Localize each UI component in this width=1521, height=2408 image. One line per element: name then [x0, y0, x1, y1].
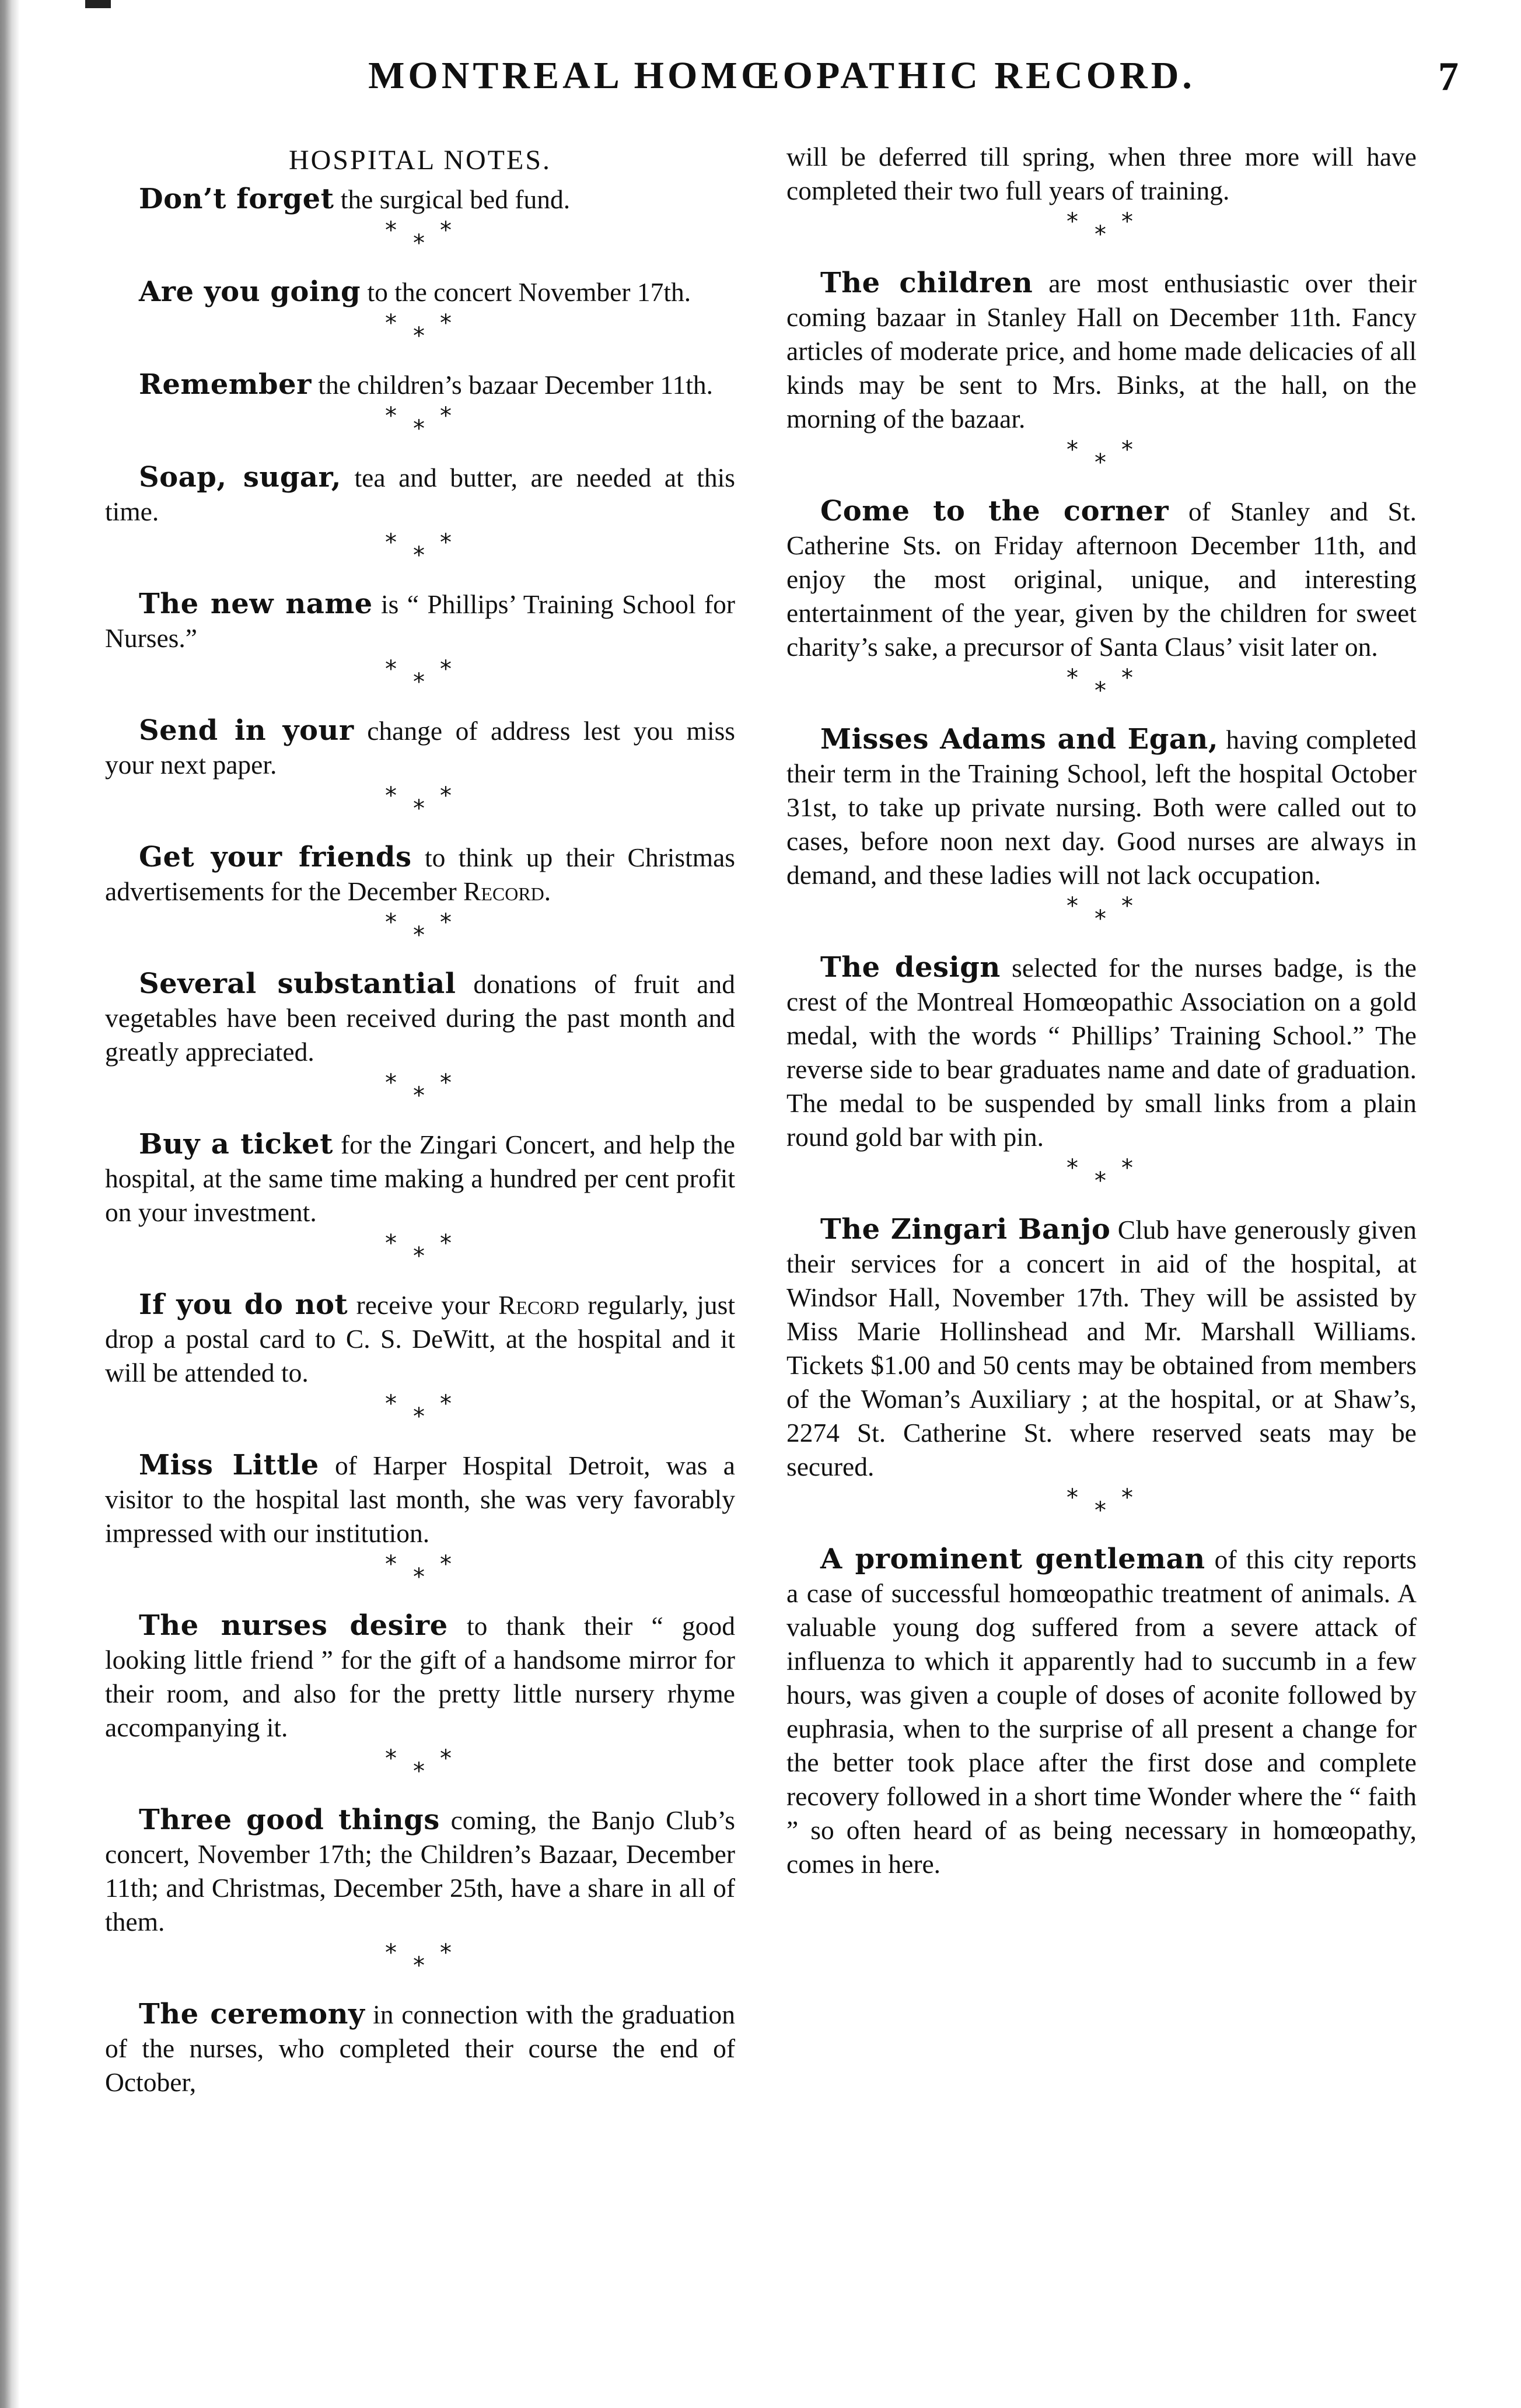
- item-text: to think up their Christmas advertisements for the December: [105, 843, 735, 906]
- item-lead: The design: [820, 951, 1001, 984]
- asterisk-glyph: *: [440, 782, 452, 809]
- item-text: of Harper Hospital Detroit, was a visitor to the hospital last month, she was very favorably impressed with our institution.: [105, 1451, 735, 1548]
- asterisk-glyph: *: [440, 1745, 452, 1772]
- item-text-continued: .: [544, 876, 551, 906]
- asterisk-glyph: *: [1121, 665, 1133, 691]
- news-item-paragraph: [105, 967, 735, 1069]
- news-item-paragraph: [786, 1212, 1417, 1484]
- item-lead: Buy a ticket: [139, 1128, 333, 1161]
- item-lead: Miss Little: [139, 1449, 319, 1481]
- news-item-paragraph: [786, 1542, 1417, 1881]
- asterisk-glyph: *: [413, 1403, 425, 1430]
- item-text: will be deferred till spring, when three more will have completed their two full years of training.: [786, 142, 1417, 205]
- news-item-paragraph: [105, 1609, 735, 1745]
- news-item-paragraph: [105, 1803, 735, 1939]
- asterisk-glyph: *: [440, 1551, 452, 1578]
- asterism-divider: [105, 1551, 735, 1591]
- page-number: 7: [1438, 54, 1459, 99]
- asterisk-glyph: *: [413, 1243, 425, 1270]
- news-item-paragraph: [105, 1127, 735, 1229]
- item-smallcaps: Record: [463, 876, 544, 906]
- asterisk-glyph: *: [413, 230, 425, 257]
- item-text: tea and butter, are needed at this time.: [105, 463, 736, 526]
- item-lead: Don’t forget: [139, 183, 334, 215]
- page-header: [105, 54, 1459, 106]
- news-item-paragraph: [105, 368, 735, 402]
- item-text: of this city reports a case of successful homœopathic treatment of animals. A valuable young dog suffered from a severe attack of influenza to which it apparently had to succumb in a few hours, was given a couple of doses of aconite followed by euphrasia, when to the surprise of all present a change for the better took place after the first dose and complete recovery followed in a short time Wonder where the “ faith ” so often heard of as being necessary in homœopathy, comes in here.: [786, 1544, 1417, 1879]
- item-lead: A prominent gentleman: [820, 1543, 1205, 1575]
- news-item-paragraph: [105, 1997, 735, 2099]
- asterisk-glyph: *: [1121, 1155, 1133, 1182]
- asterisk-glyph: *: [1121, 893, 1133, 920]
- asterisk-glyph: *: [413, 922, 425, 949]
- asterisk-glyph: *: [413, 1082, 425, 1109]
- item-lead: Come to the corner: [820, 495, 1169, 527]
- item-text: of Stanley and St. Catherine Sts. on Friday afternoon December 11th, and enjoy the most original, unique, and interesting entertainment of the year, given by the children for sweet charity’s sake, a precursor of Santa Claus’ visit later on.: [786, 497, 1417, 662]
- news-item: [786, 266, 1417, 436]
- news-item: [105, 460, 735, 529]
- news-item-paragraph: [105, 714, 735, 782]
- item-lead: The Zingari Banjo: [820, 1213, 1111, 1246]
- news-item: [786, 722, 1417, 892]
- item-lead: Several substantial: [139, 967, 456, 1000]
- item-lead: Get your friends: [139, 841, 412, 873]
- journal-title: MONTREAL HOMŒOPATHIC RECORD.: [368, 54, 1195, 97]
- asterism-divider: [105, 310, 735, 350]
- asterisk-glyph: *: [440, 1939, 452, 1966]
- item-lead: Three good things: [139, 1804, 440, 1836]
- asterisk-glyph: *: [385, 909, 397, 936]
- asterisk-glyph: *: [385, 310, 397, 337]
- news-item: [105, 368, 735, 402]
- asterisk-glyph: *: [385, 782, 397, 809]
- asterisk-glyph: *: [385, 403, 397, 429]
- item-text: receive your: [348, 1290, 499, 1320]
- scan-edge-shadow: [0, 0, 20, 2408]
- item-text: for the Zingari Concert, and help the hospital, at the same time making a hundred per cent profit on your investment.: [105, 1130, 736, 1227]
- asterisk-glyph: *: [1121, 208, 1133, 235]
- news-item: [786, 140, 1417, 208]
- asterisk-glyph: *: [1067, 1155, 1078, 1182]
- asterisk-glyph: *: [1095, 449, 1106, 476]
- asterisk-glyph: *: [1067, 208, 1078, 235]
- asterisk-glyph: *: [385, 1230, 397, 1257]
- item-lead: Are you going: [139, 275, 361, 308]
- asterisk-glyph: *: [1067, 436, 1078, 463]
- asterisk-glyph: *: [1121, 1484, 1133, 1511]
- asterisk-glyph: *: [1121, 436, 1133, 463]
- item-lead: If you do not: [139, 1288, 348, 1321]
- item-lead: Send in your: [139, 714, 354, 747]
- asterism-divider: [105, 217, 735, 257]
- item-text: is “ Phillips’ Training School for Nurses.”: [105, 589, 736, 653]
- asterism-divider: [105, 1939, 735, 1979]
- asterisk-glyph: *: [1095, 1168, 1106, 1194]
- asterism-divider: [786, 208, 1417, 248]
- item-text: to the concert November 17th.: [361, 277, 691, 307]
- asterisk-glyph: *: [1067, 665, 1078, 691]
- item-text: change of address lest you miss your next paper.: [105, 716, 735, 780]
- asterisk-glyph: *: [1095, 677, 1106, 704]
- news-item: [105, 967, 735, 1069]
- item-lead: The nurses desire: [139, 1609, 448, 1642]
- asterisk-glyph: *: [1067, 1484, 1078, 1511]
- asterisk-glyph: *: [1095, 1497, 1106, 1524]
- item-text: the surgical bed fund.: [334, 184, 571, 214]
- news-item: [105, 1997, 735, 2099]
- asterisk-glyph: *: [440, 656, 452, 683]
- item-text: to thank their “ good looking little friend ” for the gift of a handsome mirror for their room, and also for the pretty little nursery rhyme accompanying it.: [105, 1611, 735, 1742]
- item-smallcaps: Record: [498, 1290, 579, 1320]
- item-lead: Soap, sugar,: [139, 461, 342, 494]
- asterisk-glyph: *: [385, 1070, 397, 1096]
- item-lead: Remember: [139, 368, 312, 401]
- item-text: selected for the nurses badge, is the crest of the Montreal Homœopathic Association on a gold medal, with the words “ Phillips’ Training School.” The reverse side to bear graduates name and date of graduation. The medal to be suspended by small links from a plain round gold bar with pin.: [786, 953, 1417, 1152]
- right-column: [786, 140, 1417, 1881]
- asterisk-glyph: *: [385, 217, 397, 244]
- news-item: [105, 1288, 735, 1390]
- asterism-divider: [786, 436, 1417, 476]
- news-item-paragraph: [105, 1448, 735, 1550]
- item-lead: The new name: [139, 588, 373, 620]
- news-item: [786, 950, 1417, 1154]
- asterisk-glyph: *: [385, 656, 397, 683]
- asterisk-glyph: *: [413, 1952, 425, 1979]
- news-item-paragraph: [105, 840, 735, 908]
- item-text: in connection with the graduation of the nurses, who completed their course the end of October,: [105, 2000, 735, 2097]
- asterisk-glyph: *: [385, 1745, 397, 1772]
- asterisk-glyph: *: [440, 310, 452, 337]
- asterisk-glyph: *: [440, 1070, 452, 1096]
- asterism-divider: [105, 1230, 735, 1270]
- news-item-paragraph: [786, 950, 1417, 1154]
- asterisk-glyph: *: [413, 669, 425, 696]
- news-item: [105, 182, 735, 216]
- left-column: [105, 140, 735, 2099]
- asterisk-glyph: *: [385, 1939, 397, 1966]
- asterisk-glyph: *: [385, 1390, 397, 1417]
- asterism-divider: [105, 656, 735, 696]
- news-item: [105, 1448, 735, 1550]
- item-lead: The children: [820, 267, 1033, 299]
- asterism-divider: [105, 1745, 735, 1785]
- item-text: Club have generously given their services for a concert in aid of the hospital, at Windsor Hall, November 17th. They will be assisted by Miss Marie Hollinshead and Mr. Marshall Williams. Tickets $1.00 and 50 cents may be obtained from members of the Woman’s Auxiliary ; at the hospital, or at Shaw’s, 2274 St. Catherine St. where reserved seats may be secured.: [786, 1215, 1417, 1481]
- news-item-paragraph: [786, 266, 1417, 436]
- item-lead: The ceremony: [139, 1998, 365, 2030]
- asterisk-glyph: *: [413, 323, 425, 350]
- item-text: donations of fruit and vegetables have been received during the past month and greatly appreciated.: [105, 969, 735, 1067]
- news-item-paragraph: [105, 1288, 735, 1390]
- item-text: coming, the Banjo Club’s concert, November 17th; the Children’s Bazaar, December 11th; and Christmas, December 25th, have a share in all of them.: [105, 1805, 735, 1937]
- news-item-paragraph: [105, 275, 735, 309]
- news-item-paragraph: [786, 140, 1417, 208]
- news-item: [105, 587, 735, 655]
- asterism-divider: [105, 909, 735, 949]
- item-text: are most enthusiastic over their coming bazaar in Stanley Hall on December 11th. Fancy articles of moderate price, and home made delicacies of all kinds may be sent to Mrs. Binks, at the hall, on the morning of the bazaar.: [786, 268, 1417, 434]
- item-text-continued: regularly, just drop a postal card to C. S. DeWitt, at the hospital and it will be attended to.: [105, 1290, 736, 1388]
- news-item: [105, 1803, 735, 1939]
- news-item: [105, 840, 735, 908]
- asterisk-glyph: *: [385, 1551, 397, 1578]
- asterism-divider: [105, 403, 735, 442]
- asterism-divider: [786, 893, 1417, 932]
- news-item: [105, 1127, 735, 1229]
- asterisk-glyph: *: [413, 415, 425, 442]
- item-text: having completed their term in the Training School, left the hospital October 31st, to take up private nursing. Both were called out to cases, before noon next day. Good nurses are always in demand, and these ladies will not lack occupation.: [786, 725, 1417, 890]
- item-text: the children’s bazaar December 11th.: [311, 370, 714, 400]
- asterisk-glyph: *: [440, 217, 452, 244]
- news-item-paragraph: [105, 182, 735, 216]
- news-item: [786, 494, 1417, 664]
- asterisk-glyph: *: [413, 1564, 425, 1591]
- asterism-divider: [105, 1390, 735, 1430]
- asterisk-glyph: *: [440, 1390, 452, 1417]
- asterisk-glyph: *: [413, 542, 425, 569]
- news-item: [786, 1542, 1417, 1881]
- asterisk-glyph: *: [1095, 221, 1106, 248]
- news-item-paragraph: [786, 494, 1417, 664]
- asterism-divider: [105, 1070, 735, 1109]
- news-item: [105, 275, 735, 309]
- news-item: [786, 1212, 1417, 1484]
- news-item-paragraph: [105, 460, 735, 529]
- asterisk-glyph: *: [385, 529, 397, 556]
- asterisk-glyph: *: [440, 529, 452, 556]
- asterisk-glyph: *: [440, 1230, 452, 1257]
- asterism-divider: [105, 782, 735, 822]
- asterisk-glyph: *: [413, 795, 425, 822]
- asterism-divider: [786, 665, 1417, 704]
- asterisk-glyph: *: [413, 1758, 425, 1785]
- news-item-paragraph: [105, 587, 735, 655]
- scan-mark: [85, 0, 111, 8]
- asterisk-glyph: *: [440, 403, 452, 429]
- news-item-paragraph: [786, 722, 1417, 892]
- asterism-divider: [786, 1484, 1417, 1524]
- item-lead: Misses Adams and Egan,: [820, 723, 1219, 756]
- news-item: [105, 1609, 735, 1745]
- asterisk-glyph: *: [1095, 906, 1106, 932]
- asterisk-glyph: *: [1067, 893, 1078, 920]
- asterism-divider: [105, 529, 735, 569]
- section-title: HOSPITAL NOTES.: [288, 145, 552, 176]
- asterism-divider: [786, 1155, 1417, 1194]
- asterisk-glyph: *: [440, 909, 452, 936]
- news-item: [105, 714, 735, 782]
